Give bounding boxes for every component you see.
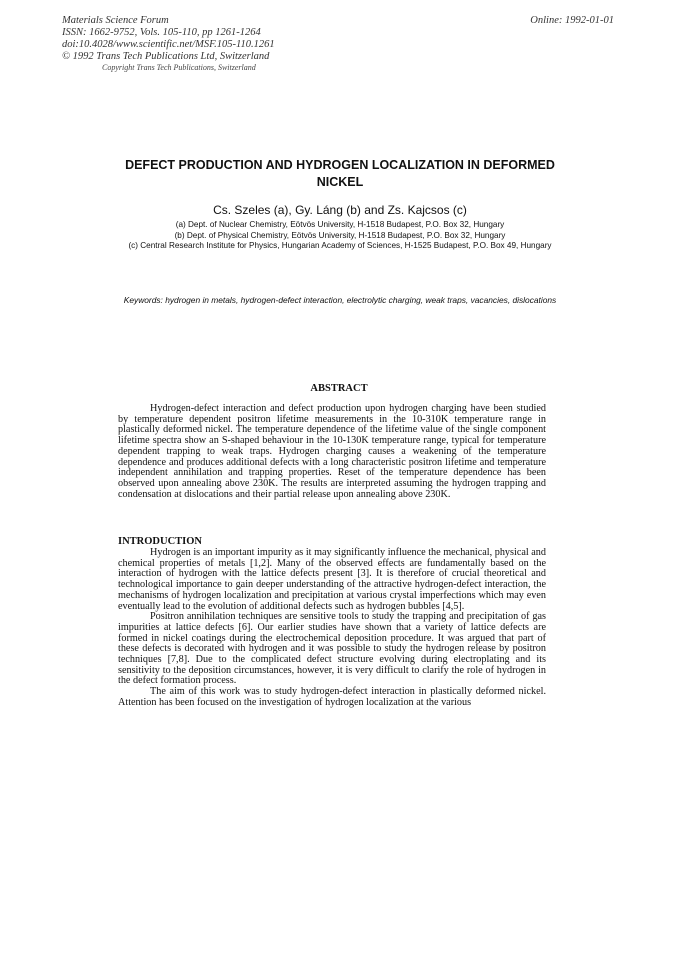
affiliation-b: (b) Dept. of Physical Chemistry, Eötvös University, H-1518 Budapest, P.O. Box 32, Hungary: [174, 230, 506, 240]
copyright-line: © 1992 Trans Tech Publications Ltd, Switzerland: [62, 51, 270, 62]
affiliation-c: (c) Central Research Institute for Physics, Hungarian Academy of Sciences, H-1525 Budapest, P.O. Box 49, Hungary: [128, 241, 552, 250]
abstract-paragraph: Hydrogen-defect interaction and defect production upon hydrogen charging have been studied by temperature dependent positron lifetime measurements in the 10-310K temperature range in plastically deformed nickel. The temperature dependence of the lifetime value of the single component lifetime spectra show an S-shaped behaviour in the 10-130K temperature range, typical for temperature dependent trapping to weak traps. Hydrogen charging causes a weakening of the temperature dependence and produces additional defects with a long characteristic positron lifetime and temperature independent annihilation and trapping properties. Reset of the temperature dependence has been observed upon annealing above 230K. The results are interpreted assuming the hydrogen trapping and condensation at dislocations and their partial release upon annealing above 230K.: [118, 403, 546, 500]
introduction-heading: INTRODUCTION: [118, 536, 203, 547]
affiliation-a: (a) Dept. of Nuclear Chemistry, Eötvös University, H-1518 Budapest, P.O. Box 32, Hungary: [175, 220, 505, 229]
online-date: Online: 1992-01-01: [530, 15, 614, 26]
intro-paragraph-3: The aim of this work was to study hydrogen-defect interaction in plastically deformed nickel. Attention has been focused on the investigation of hydrogen localization at the various: [118, 686, 546, 708]
citation-header: [62, 15, 275, 72]
issn-line: ISSN: 1662-9752, Vols. 105-110, pp 1261-1264: [62, 27, 261, 38]
introduction-body: [118, 548, 546, 709]
faint-copyright-line: Copyright Trans Tech Publications, Switzerland: [102, 63, 256, 72]
paper-title: DEFECT PRODUCTION AND HYDROGEN LOCALIZATION IN DEFORMED NICKEL: [125, 158, 555, 189]
intro-paragraph-2: Positron annihilation techniques are sensitive tools to study the trapping and precipitation of gas impurities at lattice defects [6]. Our earlier studies have shown that a variety of lattice defects are formed in nickel coatings during the electrochemical deposition procedure. It was argued that part of these defects is decorated with hydrogen and it was possible to study the hydrogen release by positron techniques [7,8]. Due to the complicated defect structure evolving during electroplating and its sensitivity to the deposition circumstances, however, it is very difficult to clarify the role of hydrogen in the defect formation process.: [118, 611, 546, 687]
affiliations: [90, 220, 590, 252]
paper-authors: Cs. Szeles (a), Gy. Láng (b) and Zs. Kajcsos (c): [213, 203, 467, 217]
abstract-body: [118, 404, 546, 500]
journal-name: Materials Science Forum: [62, 15, 169, 26]
abstract-heading: ABSTRACT: [310, 383, 368, 394]
keywords: Keywords: hydrogen in metals, hydrogen-defect interaction, electrolytic charging, weak traps, vacancies, dislocations: [123, 295, 557, 305]
intro-paragraph-1: Hydrogen is an important impurity as it may significantly influence the mechanical, physical and chemical properties of metals [1,2]. Many of the observed effects are fundamentally based on the interaction of hydrogen with the lattice defects present [3]. It is therefore of crucial theoretical and technological importance to gain deeper understanding of the attractive hydrogen-defect interaction, the mechanisms of hydrogen localization and precipitation at various crystal imperfections which may even eventually lead to the evolution of additional defects such as hydrogen bubbles [4,5].: [118, 547, 546, 612]
doi-line: doi:10.4028/www.scientific.net/MSF.105-110.1261: [62, 39, 275, 50]
